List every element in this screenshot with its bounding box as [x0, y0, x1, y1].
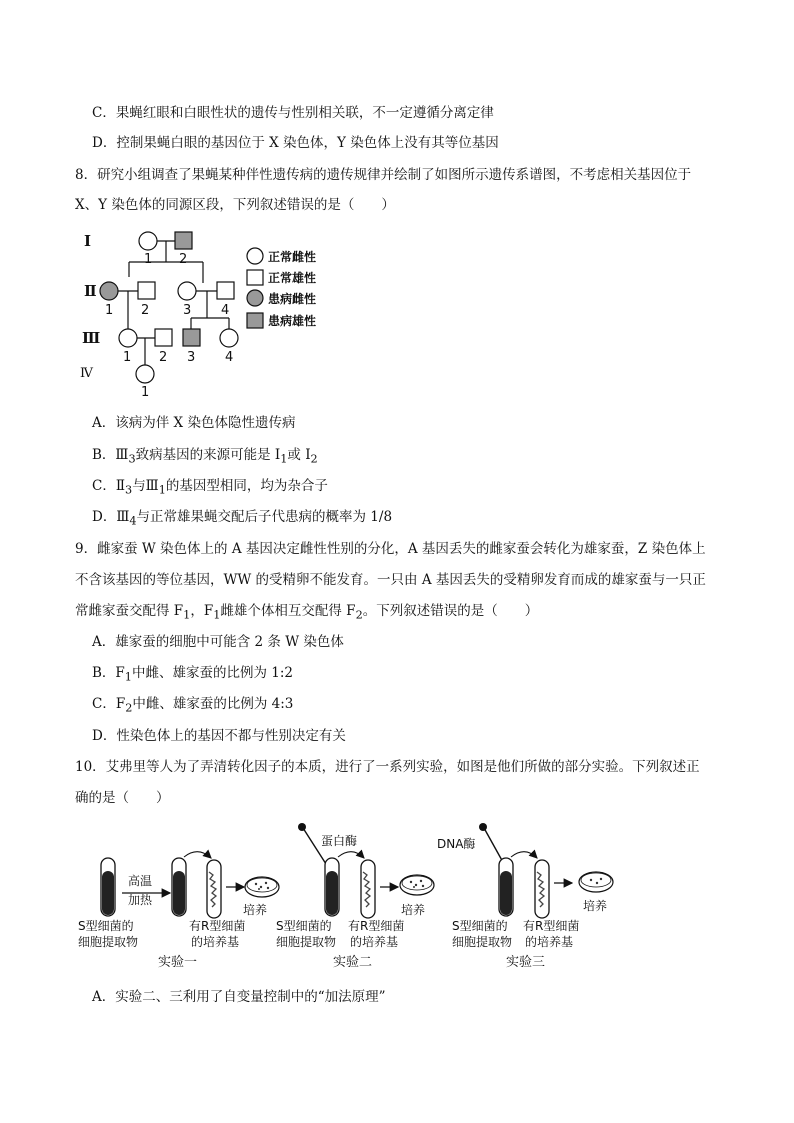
- exp3-s-extract-tube: [499, 858, 513, 916]
- legend-affected-male-icon: [247, 313, 263, 328]
- num-III2: 2: [159, 350, 168, 365]
- q9-stem-line3: 常雌家蚕交配得 $F_1$，$F_1$雌雄个体相互交配得 $F_2$。下列叙述错误的是（ ）: [75, 603, 539, 622]
- exp3-dropper-icon: [479, 823, 487, 831]
- exp1-r-medium-label-1: 有R型细菌: [189, 919, 246, 933]
- exp2-petri-dish: [400, 875, 434, 895]
- exp1-title: 实验一: [158, 955, 198, 970]
- exp3-r-medium-label-1: 有R型细菌: [523, 919, 580, 933]
- exp1-petri-dish: [245, 877, 279, 897]
- q9-stem-line1: 9．雌家蚕 W 染色体上的 A 基因决定雌性性别的分化，A 基因丢失的雌家蚕会转化为雄家蚕，Z 染色体上: [75, 541, 706, 557]
- legend-affected-male: 患病雄性: [268, 314, 317, 328]
- exp3-s-extract-label-1: S型细菌的: [452, 919, 508, 933]
- exp1-culture-label: 培养: [243, 903, 268, 917]
- pedigree-IV1-normal-female: [136, 365, 154, 383]
- exp2-r-medium-tube: [361, 860, 375, 918]
- exp1-heat-label-2: 加热: [128, 893, 153, 907]
- exp2-r-medium-label-2: 的培养基: [350, 935, 399, 949]
- gen-label-III: Ⅲ: [82, 329, 101, 347]
- exp3-petri-dish: [579, 872, 613, 892]
- num-I2: 2: [179, 252, 188, 267]
- pedigree-III4-normal-female: [220, 329, 238, 347]
- legend-normal-male: 正常雄性: [268, 271, 317, 285]
- q10-stem-line1: 10．艾弗里等人为了弄清转化因子的本质，进行了一系列实验，如图是他们所做的部分实验。下列叙述正: [75, 759, 700, 775]
- num-II1: 1: [105, 303, 114, 318]
- num-IV1: 1: [141, 385, 150, 397]
- exp3-culture-label: 培养: [583, 899, 608, 913]
- pedigree-III1-normal-female: [119, 329, 137, 347]
- exp2-r-medium-label-1: 有R型细菌: [348, 919, 405, 933]
- pedigree-II3-normal-female: [178, 282, 196, 300]
- exp1-heated-tube: [172, 858, 186, 916]
- exp2-culture-label: 培养: [401, 903, 426, 917]
- gen-label-II: Ⅱ: [84, 282, 97, 300]
- q8-option-d: D．$Ⅲ_4$与正常雄果蝇交配后子代患病的概率为 1/8: [92, 509, 393, 528]
- exp2-enzyme-label: 蛋白酶: [321, 834, 358, 848]
- exp2-s-extract-tube: [325, 858, 339, 916]
- num-II2: 2: [141, 303, 150, 318]
- q9-option-a: A．雄家蚕的细胞中可能含 2 条 W 染色体: [92, 634, 344, 650]
- legend-affected-female-icon: [247, 290, 263, 306]
- exp1-s-extract-label-1: S型细菌的: [78, 919, 134, 933]
- exp2-dropper-icon: [298, 823, 306, 831]
- exp3-s-extract-label-2: 细胞提取物: [452, 935, 513, 949]
- q9-option-d: D．性染色体上的基因不都与性别决定有关: [92, 728, 346, 744]
- q8-option-a: A．该病为伴 X 染色体隐性遗传病: [92, 415, 296, 431]
- num-I1: 1: [144, 252, 153, 267]
- legend-normal-male-icon: [247, 270, 263, 285]
- exp2-s-extract-label-1: S型细菌的: [276, 919, 332, 933]
- q10-stem-line2: 确的是（ ）: [75, 790, 170, 806]
- avery-experiment-figure: [70, 820, 640, 980]
- pedigree-II4-normal-male: [217, 282, 234, 299]
- legend-normal-female: 正常雌性: [268, 250, 317, 264]
- pedigree-III2-normal-male: [155, 329, 172, 346]
- gen-label-IV: Ⅳ: [80, 366, 93, 381]
- gen-label-I: Ⅰ: [84, 232, 92, 250]
- exp2-s-extract-label-2: 细胞提取物: [276, 935, 337, 949]
- exp3-r-medium-tube: [535, 860, 549, 918]
- pedigree-I2-affected-male: [175, 232, 192, 249]
- legend-affected-female: 患病雌性: [268, 292, 317, 306]
- pedigree-III3-affected-male: [183, 329, 200, 346]
- exp1-r-medium-tube: [207, 860, 221, 918]
- q7-option-c: C．果蝇红眼和白眼性状的遗传与性别相关联，不一定遵循分离定律: [92, 105, 494, 121]
- exp1-heat-label-1: 高温: [128, 874, 153, 888]
- exp3-r-medium-label-2: 的培养基: [525, 935, 574, 949]
- exp2-title: 实验二: [333, 955, 373, 970]
- legend-normal-female-icon: [247, 248, 263, 264]
- exp1-s-extract-label-2: 细胞提取物: [78, 935, 139, 949]
- q9-option-c: C．$F_2$中雌、雄家蚕的比例为 4:3: [92, 696, 294, 715]
- q8-option-b: B．$Ⅲ_3$致病基因的来源可能是 $I_1$或 $I_2$: [92, 447, 318, 466]
- pedigree-chart: [75, 222, 345, 397]
- q9-stem-line2: 不含该基因的等位基因，WW 的受精卵不能发育。一只由 A 基因丢失的受精卵发育而成的雄家蚕与一只正: [75, 572, 706, 588]
- q8-option-c: C．$Ⅱ_3$与$Ⅲ_1$的基因型相同，均为杂合子: [92, 478, 328, 497]
- num-II3: 3: [183, 303, 192, 318]
- exp3-title: 实验三: [506, 955, 546, 970]
- pedigree-II2-normal-male: [138, 282, 155, 299]
- num-III1: 1: [123, 350, 132, 365]
- q8-stem-line1: 8．研究小组调查了果蝇某种伴性遗传病的遗传规律并绘制了如图所示遗传系谱图，不考虑相关基因位于: [75, 167, 692, 183]
- q7-option-d: D．控制果蝇白眼的基因位于 X 染色体，Y 染色体上没有其等位基因: [92, 135, 499, 151]
- num-III4: 4: [225, 350, 234, 365]
- exp1-r-medium-label-2: 的培养基: [191, 935, 240, 949]
- exp3-enzyme-label: DNA酶: [437, 837, 476, 851]
- pedigree-II1-affected-female: [100, 282, 118, 300]
- num-III3: 3: [187, 350, 196, 365]
- pedigree-I1-normal-female: [139, 232, 157, 250]
- num-II4: 4: [221, 303, 230, 318]
- q10-option-a: A．实验二、三利用了自变量控制中的“加法原理”: [92, 989, 386, 1005]
- q8-stem-line2: X、Y 染色体的同源区段，下列叙述错误的是（ ）: [75, 197, 395, 213]
- exp1-s-extract-tube: [101, 858, 115, 916]
- q9-option-b: B．$F_1$中雌、雄家蚕的比例为 1:2: [92, 665, 293, 684]
